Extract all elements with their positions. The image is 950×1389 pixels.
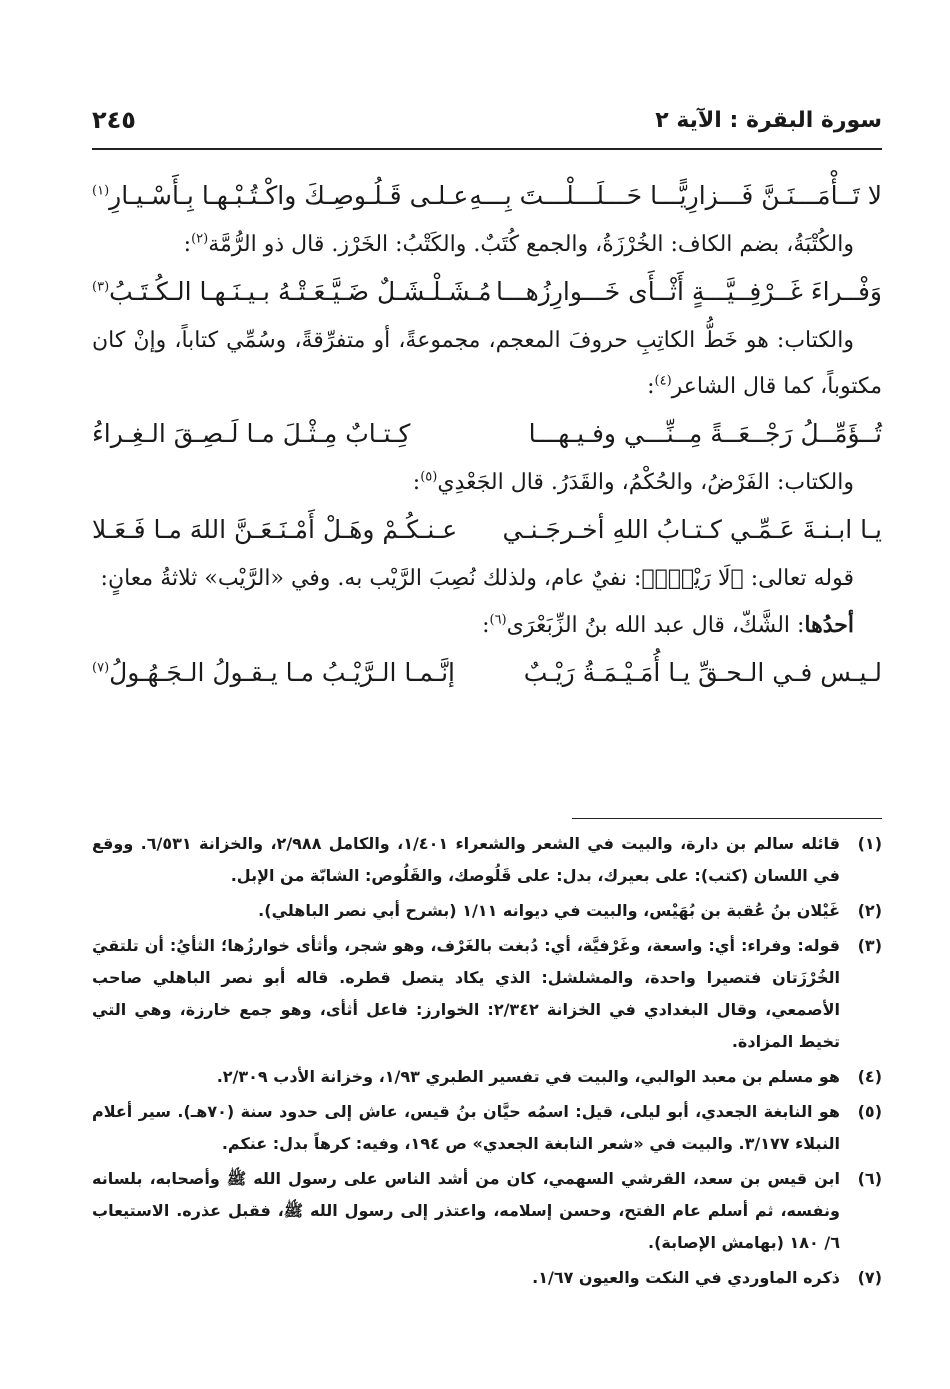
footnote-text: ذكره الماوردي في النكت والعيون ١/٦٧. [532, 1268, 840, 1287]
verse-hemistich-left: مُـشَـلْـشَـلٌ ضَـيَّـعَـتْـهُ بـيـنَـهـا الـكُـتَـبُ$^{(٣)}$ [92, 277, 492, 306]
verse-line [92, 649, 882, 699]
footnote-ref: (٧) [92, 660, 110, 676]
footnote-text: ابن قيس بن سعد، القرشي السهمي، كان من أشد الناس على رسول الله ﷺ وأصحابه، بلسانه ونفسه، ثم أسلم عام الفتح، وحسن إسلامه، واعتذر إلى رسول الله ﷺ، فقبل عذره. الاستيعاب ٦/ ١٨٠ (بهامش الإصابة). [92, 1169, 840, 1252]
footnote [92, 1061, 882, 1093]
footnote [92, 1163, 882, 1259]
footnote-number: (١) [857, 834, 882, 853]
paragraph: والكُتْبَةُ، بضم الكاف: الخُرْزَةُ، والجمع كُتَبٌ. والكَتْبُ: الخَرْز. قال ذو الرُّمَّة$^{(٢)}$: [183, 231, 854, 257]
verse-hemistich-left: عـنـكُـمْ وهَـلْ أَمْـنَـعَـنَّ اللهَ مـا فَـعَـلا [92, 515, 458, 544]
footnote-ref: (٢) [191, 231, 209, 247]
footnote-ref: (٤) [654, 373, 672, 389]
verse-line [92, 410, 882, 460]
verse-hemistich-right: لـيـس فـي الـحـقِّ يـا أُمَـيْـمَـةُ رَيْـبٌ [523, 658, 882, 687]
verse-hemistich-left: عـلـى قَـلُـوصِـكَ واكْـتُـبْـهـا بِـأَسْـيـارِ$^{(١)}$ [92, 181, 469, 210]
footnote-ref: (٦) [489, 612, 507, 628]
page [92, 0, 882, 1389]
verse-hemistich-left: كِـتـابٌ مِـثْـلَ مـا لَـصِـقَ الـغِـراءُ [92, 419, 411, 448]
footnote-ref: (٣) [92, 279, 110, 295]
page-header [92, 100, 882, 140]
paragraph: والكتاب: الفَرْضُ، والحُكْمُ، والقَدَرُ. قال الجَعْدِي$^{(٥)}$: [412, 469, 854, 495]
verse-hemistich-right: وَفْــراءَ غَــرْفِــيَّـــةٍ أَثْــأَى خَـــوارِزُهـــا [496, 277, 882, 306]
paragraph: والكتاب: هو خَطُّ الكاتِبِ حروفَ المعجم، مجموعةً، أو متفرِّقةً، وسُمِّي كتاباً، وإنْ كان مكتوباً، كما قال الشاعر$^{(٤)}$: [92, 328, 882, 399]
footnote-ref: (١) [92, 183, 110, 199]
footnote-text: غَيْلان بنُ عُقبة بن بُهَيْس، والبيت في ديوانه ١/١١ (بشرح أبي نصر الباهلي). [258, 901, 840, 920]
footnote-separator [572, 818, 882, 819]
paragraph: قوله تعالى: ﴿لَا رَيْبَۛ﴾: نفيٌ عام، ولذلك نُصِبَ الرَّيْب به. وفي «الرَّيْب» ثلاثةُ معانٍ: [100, 566, 854, 591]
header-rule [92, 148, 882, 150]
footnotes [92, 828, 882, 1297]
footnote-ref: (٥) [420, 469, 438, 485]
footnote-number: (٥) [857, 1102, 882, 1121]
enumeration-heading: أحدُها [804, 612, 854, 638]
footnote [92, 895, 882, 927]
verse-hemistich-right: تُــؤَمِّــلُ رَجْــعَــةً مِــنِّـــي وفـيـهـــا [528, 419, 882, 448]
page-number: ٢٤٥ [92, 106, 136, 134]
main-text [92, 172, 882, 699]
footnote-number: (٦) [857, 1169, 882, 1188]
footnote-text: هو مسلم بن معبد الوالبي، والبيت في تفسير الطبري ١/٩٣، وخزانة الأدب ٢/٣٠٩. [216, 1067, 840, 1086]
verse-hemistich-right: يـا ابـنـةَ عَـمِّـي كـتـابُ اللهِ أخـرجَـنـي [502, 515, 882, 544]
footnote [92, 930, 882, 1058]
verse-line [92, 172, 882, 222]
verse-hemistich-left: إنَّـمـا الـرَّيْـبُ مـا يـقـولُ الـجَـهُـولُ$^{(٧)}$ [92, 658, 456, 687]
footnote-number: (٤) [857, 1067, 882, 1086]
footnote-text: قائله سالم بن دارة، والبيت في الشعر والشعراء ١/٤٠١، والكامل ٢/٩٨٨، والخزانة ٦/٥٣١. ووقع في اللسان (كتب): على بعيرك، بدل: على قَلُوصك، والقَلُوص: الشابّة من الإبل. [92, 834, 841, 885]
footnote [92, 1262, 882, 1294]
paragraph: أحدُها: الشَّكّ، قال عبد الله بنُ الزِّبَعْرَى$^{(٦)}$: [482, 612, 854, 638]
verse-hemistich-right: لا تَــأْمَـــنَـنَّ فَـــزارِيًّـــا حَـــلَـــلْـــتَ بِـــهِ [469, 181, 882, 210]
footnote-text: هو النابغة الجعدي، أبو ليلى، قيل: اسمُه حيَّان بنُ قيس، عاش إلى حدود سنة (٧٠هـ). سير أعلام النبلاء ٣/١٧٧. والبيت في «شعر النابغة الجعدي» ص ١٩٤، وفيه: كرهاً بدل: عنكم. [92, 1102, 840, 1153]
footnote [92, 1096, 882, 1160]
footnote-text: قوله: وفراء: أي: واسعة، وغَرْفيَّة، أي: دُبغت بالغَرْف، وهو شجر، وأثأى خوارزُها؛ الثأيُ: أن تلتقيَ الخُرْزَتان فتصيرا واحدة، والمشلشل: الذي يكاد يتصل قطره. قاله أبو نصر الباهلي صاحب الأصمعي، وقال البغدادي في الخزانة ٢/٣٤٢: الخوارز: فاعل أثأى، وهو جمع خارزة، وهي التي تخيط المزادة. [92, 936, 840, 1051]
footnote-number: (٣) [857, 936, 882, 955]
verse-line [92, 268, 882, 318]
footnote-number: (٢) [857, 901, 882, 920]
footnote-number: (٧) [857, 1268, 882, 1287]
footnote [92, 828, 882, 892]
verse-line [92, 506, 882, 556]
surah-running-title: سورة البقرة : الآية ٢ [655, 107, 882, 133]
